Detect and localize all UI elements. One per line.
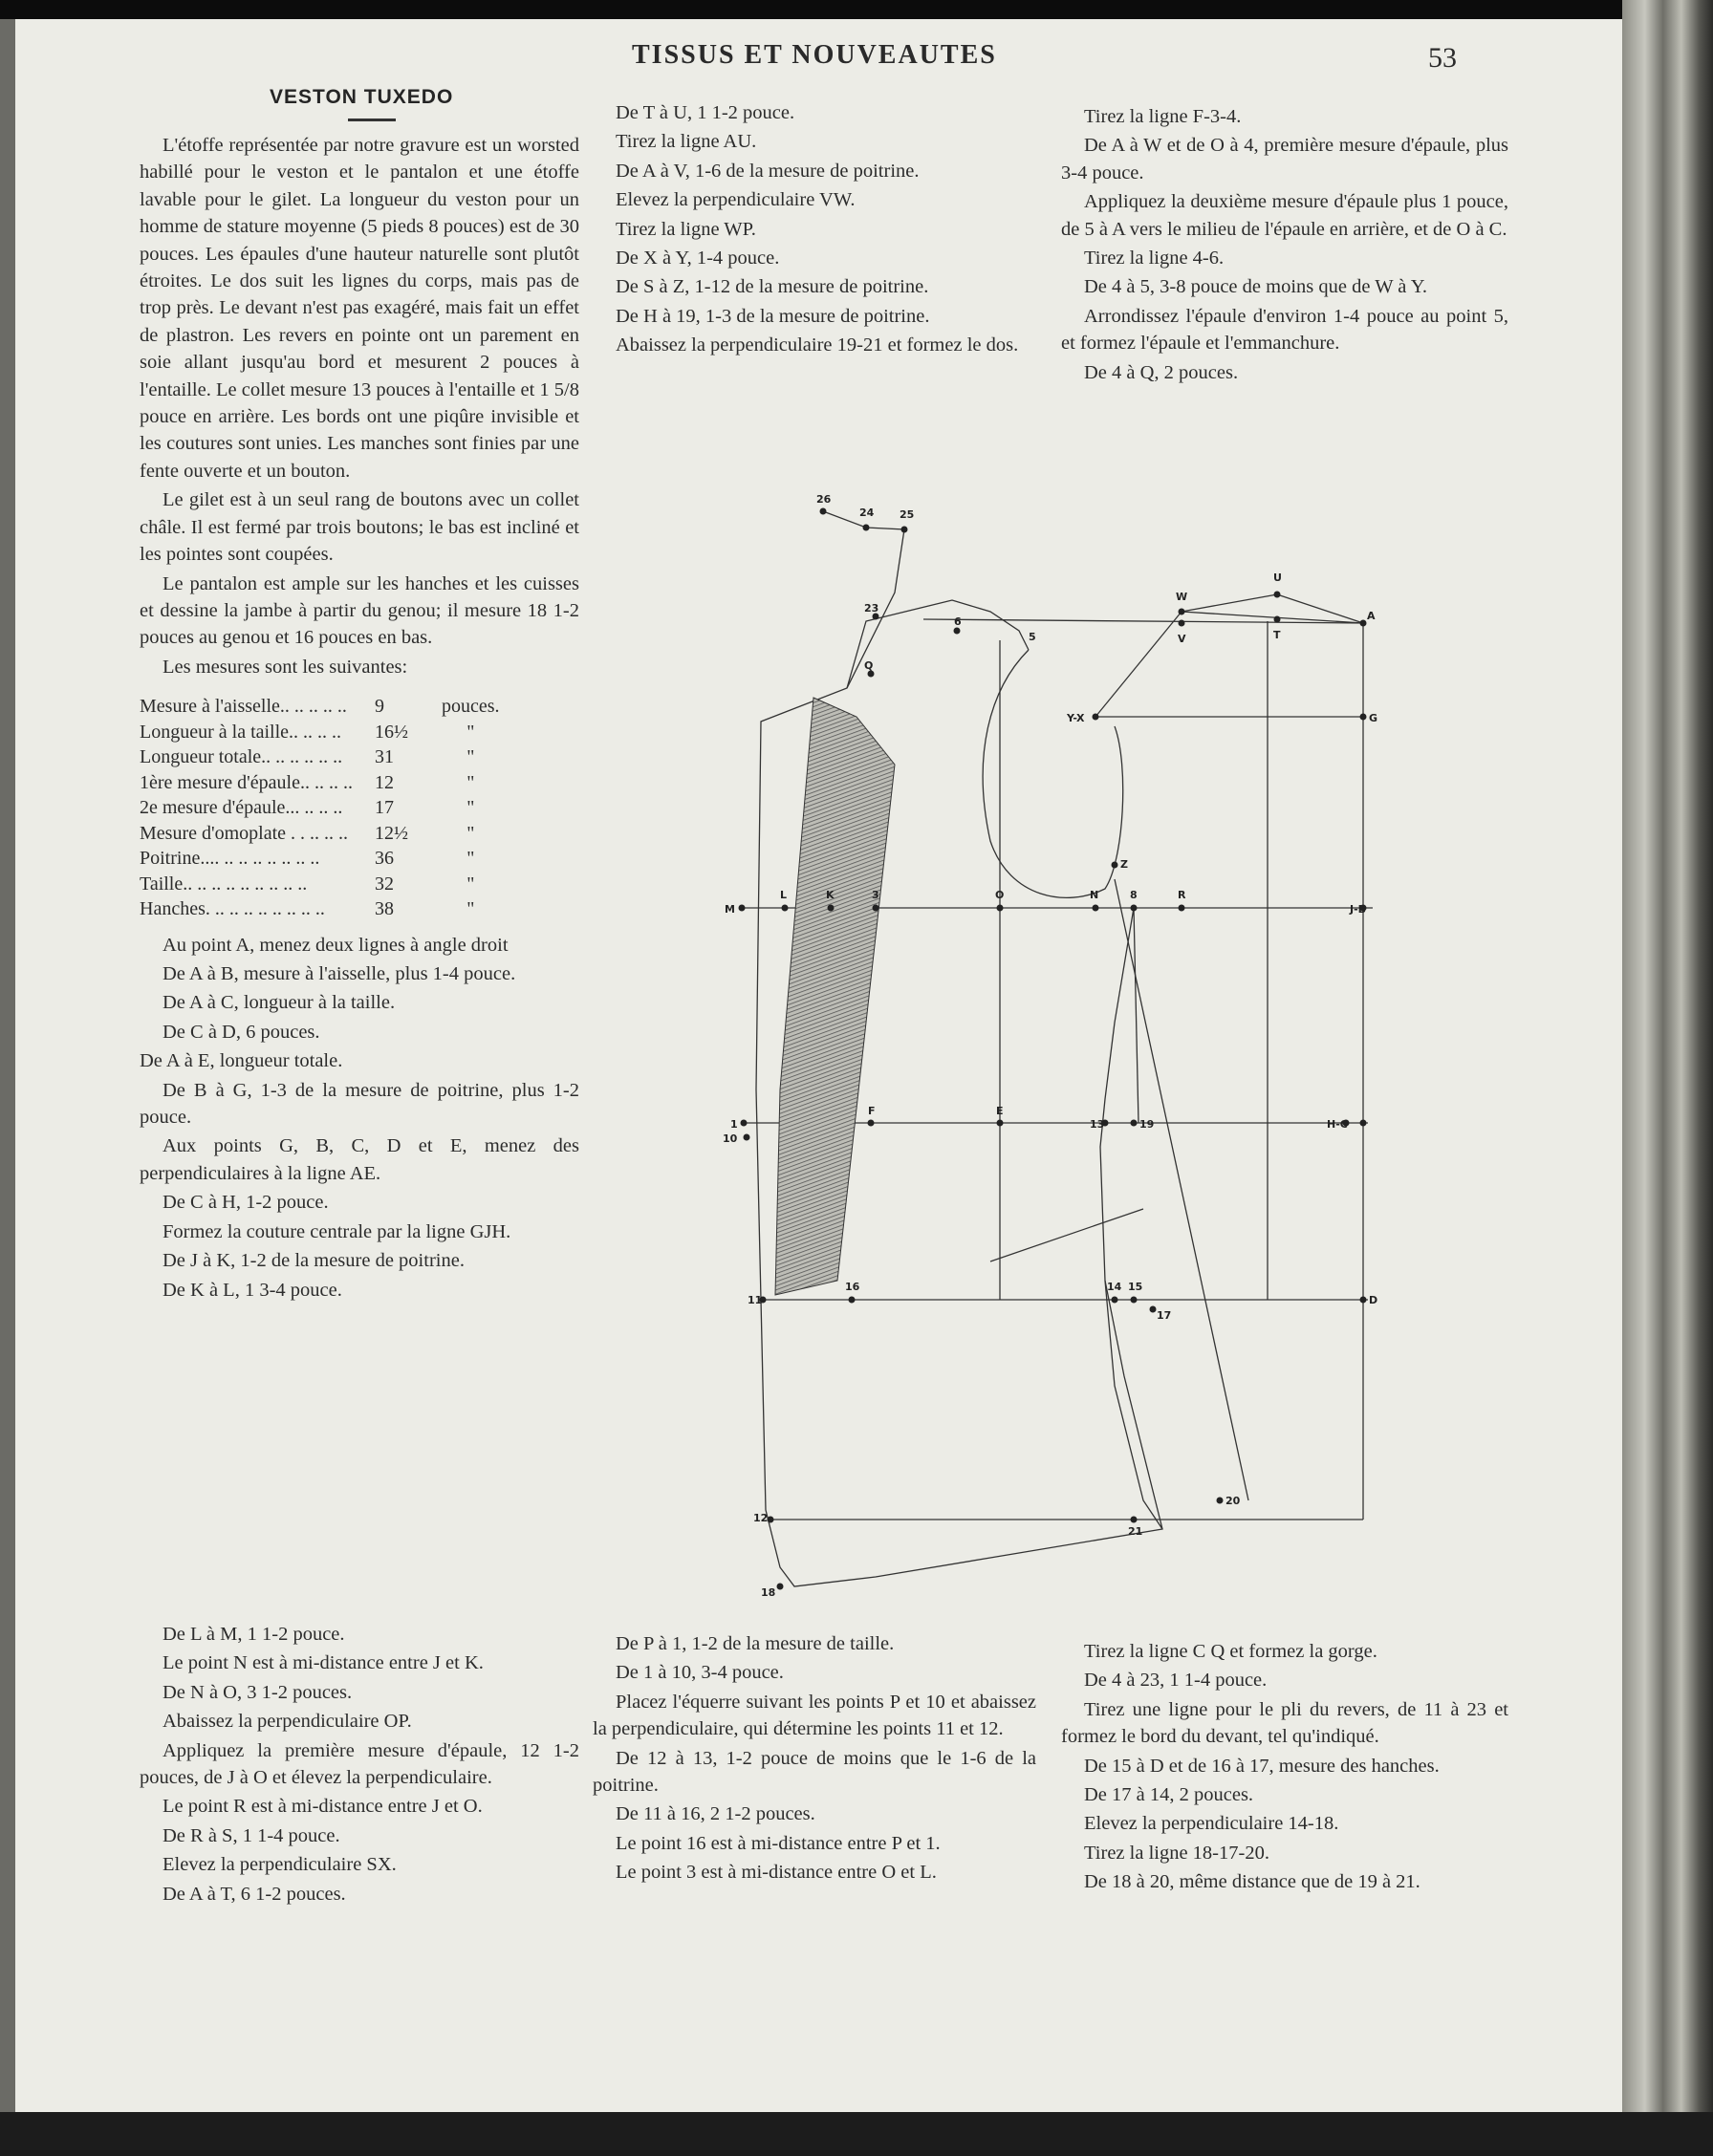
table-row [140, 896, 500, 922]
table-row [140, 846, 500, 872]
label-24: 24 [859, 507, 875, 519]
paragraph: Le gilet est à un seul rang de boutons avec un collet châle. Il est fermé par trois boutons; le bas est incliné et les pointes sont coupées. [140, 489, 579, 566]
paragraph: De 4 à 23, 1 1-4 pouce. [1084, 1670, 1268, 1692]
paragraph: De C à H, 1-2 pouce. [163, 1192, 329, 1214]
table-row [140, 720, 500, 745]
measure-unit: " [466, 848, 475, 870]
paragraph: Le point 16 est à mi-distance entre P et 1. [616, 1832, 941, 1854]
measure-label: Poitrine.... .. .. .. .. .. .. .. [140, 848, 320, 870]
label-n: N [1090, 889, 1099, 901]
measure-value: 31 [375, 746, 394, 768]
text-column-1 [140, 132, 579, 1305]
side-dart [1134, 908, 1138, 1123]
text-column-1-continued [140, 1621, 579, 1909]
paragraph: Abaissez la perpendiculaire 19-21 et formez le dos. [616, 334, 1019, 356]
paragraph: De H à 19, 1-3 de la mesure de poitrine. [616, 305, 930, 327]
measure-unit: " [466, 898, 475, 920]
paragraph: Au point A, menez deux lignes à angle droit [163, 934, 509, 956]
label-17: 17 [1157, 1309, 1172, 1322]
measure-label: Longueur totale.. .. .. .. .. .. [140, 746, 343, 768]
paragraph: De J à K, 1-2 de la mesure de poitrine. [163, 1250, 465, 1272]
measure-label: Longueur à la taille.. .. .. .. [140, 721, 342, 743]
label-3: 3 [872, 889, 879, 901]
scan-top-border [0, 0, 1713, 19]
text-column-3 [1061, 103, 1508, 388]
label-26: 26 [816, 493, 832, 506]
label-21: 21 [1128, 1525, 1143, 1538]
paragraph: Elevez la perpendiculaire 14-18. [1084, 1813, 1339, 1835]
label-g: G [1369, 712, 1378, 724]
paragraph: Elevez la perpendiculaire SX. [163, 1854, 397, 1876]
label-20: 20 [1225, 1495, 1241, 1507]
armhole [983, 650, 1123, 897]
paragraph: Tirez la ligne WP. [616, 218, 756, 240]
label-19: 19 [1139, 1118, 1155, 1131]
paragraph: Tirez une ligne pour le pli du revers, de 11 à 23 et formez le bord du devant, tel qu'indiqué. [1061, 1698, 1508, 1748]
label-23: 23 [864, 602, 879, 614]
table-row [140, 744, 500, 770]
paragraph: De A à V, 1-6 de la mesure de poitrine. [616, 160, 920, 182]
measure-unit: " [466, 873, 475, 895]
measure-unit: " [466, 771, 475, 793]
measure-value: 12 [375, 771, 394, 793]
paragraph: De C à D, 6 pouces. [163, 1021, 320, 1043]
measure-value: 36 [375, 848, 394, 870]
paragraph: Les mesures sont les suivantes: [163, 656, 408, 678]
text-column-4 [593, 1630, 1036, 1888]
paragraph: Appliquez la deuxième mesure d'épaule plus 1 pouce, de 5 à A vers le milieu de l'épaule en arrière, et de O à C. [1061, 191, 1508, 240]
paragraph: Abaissez la perpendiculaire OP. [163, 1711, 412, 1733]
label-13: 13 [1090, 1118, 1105, 1131]
paragraph: De B à G, 1-3 de la mesure de poitrine, plus 1-2 pouce. [140, 1079, 579, 1129]
paragraph: Arrondissez l'épaule d'environ 1-4 pouce au point 5, et formez l'épaule et l'emmanchure. [1061, 305, 1508, 355]
paragraph: Tirez la ligne C Q et formez la gorge. [1084, 1641, 1377, 1662]
page-edge-left [0, 0, 15, 2156]
text-column-2 [593, 99, 1036, 361]
running-title: TISSUS ET NOUVEAUTES [632, 40, 997, 70]
label-18: 18 [761, 1586, 776, 1599]
paragraph: De 4 à Q, 2 pouces. [1084, 361, 1239, 383]
article-title: VESTON TUXEDO [270, 86, 454, 108]
paragraph: De 17 à 14, 2 pouces. [1084, 1784, 1254, 1806]
paragraph: De S à Z, 1-12 de la mesure de poitrine. [616, 276, 929, 298]
paragraph: De 12 à 13, 1-2 pouce de moins que le 1-6 de la poitrine. [593, 1747, 1036, 1797]
label-8: 8 [1130, 889, 1138, 901]
lapel-facing [775, 698, 895, 1295]
paragraph: Appliquez la première mesure d'épaule, 12 1-2 pouces, de J à O et élevez la perpendiculaire. [140, 1739, 579, 1789]
paragraph: De A à W et de O à 4, première mesure d'épaule, plus 3-4 pouce. [1061, 135, 1508, 183]
book-page [15, 19, 1631, 2112]
measure-unit: " [466, 797, 475, 819]
paragraph: De A à B, mesure à l'aisselle, plus 1-4 pouce. [163, 963, 516, 985]
paragraph: De A à C, longueur à la taille. [163, 992, 396, 1014]
label-e: E [996, 1105, 1004, 1117]
label-v: V [1178, 633, 1186, 645]
measure-value: 12½ [375, 822, 408, 844]
label-w: W [1176, 591, 1188, 603]
paragraph: De K à L, 1 3-4 pouce. [163, 1279, 342, 1301]
paragraph: Elevez la perpendiculaire VW. [616, 189, 856, 211]
scan-bottom-border [0, 2112, 1713, 2156]
book-binding-edge [1622, 0, 1713, 2156]
measure-value: 38 [375, 898, 394, 920]
title-rule [348, 119, 396, 121]
label-10: 10 [723, 1132, 738, 1145]
label-16: 16 [845, 1281, 860, 1293]
paragraph: Formez la couture centrale par la ligne GJH. [163, 1220, 511, 1242]
pattern-diagram [704, 478, 1392, 1615]
label-jb: J-B [1350, 903, 1367, 916]
paragraph: De N à O, 3 1-2 pouces. [163, 1681, 353, 1703]
label-m: M [725, 903, 735, 916]
paragraph: Le point R est à mi-distance entre J et O. [163, 1796, 483, 1818]
pocket-line [990, 1209, 1143, 1261]
paragraph: De T à U, 1 1-2 pouce. [616, 102, 795, 123]
measurements-table [140, 694, 500, 922]
line-w-u [1182, 594, 1277, 612]
measure-value: 16½ [375, 721, 408, 743]
label-r: R [1178, 889, 1186, 901]
paragraph: De P à 1, 1-2 de la mesure de taille. [616, 1633, 895, 1654]
label-14: 14 [1107, 1281, 1122, 1293]
label-6: 6 [954, 615, 962, 628]
label-a: A [1367, 610, 1376, 622]
label-5: 5 [1029, 631, 1036, 643]
paragraph: De A à E, longueur totale. [140, 1050, 343, 1072]
measure-unit: " [466, 721, 475, 743]
paragraph: De X à Y, 1-4 pouce. [616, 248, 780, 270]
table-row [140, 795, 500, 821]
measure-unit: " [466, 822, 475, 844]
measure-label: Hanches. .. .. .. .. .. .. .. .. [140, 898, 325, 920]
label-q: Q [864, 659, 874, 672]
measure-label: Taille.. .. .. .. .. .. .. .. .. [140, 873, 308, 895]
pattern-drawing [704, 478, 1392, 1615]
measure-unit: pouces. [442, 696, 500, 718]
paragraph: De L à M, 1 1-2 pouce. [163, 1624, 345, 1645]
line-y-w [1095, 612, 1182, 717]
label-z: Z [1120, 858, 1128, 871]
measure-label: 2e mesure d'épaule... .. .. .. [140, 797, 343, 819]
label-f: F [868, 1105, 876, 1117]
label-k: K [826, 889, 835, 901]
paragraph: Le pantalon est ample sur les hanches et les cuisses et dessine la jambe à partir du genou; il mesure 18 1-2 pouces au genou et 16 pouces en bas. [140, 572, 579, 649]
paragraph: Tirez la ligne F-3-4. [1084, 106, 1242, 127]
paragraph: Tirez la ligne 18-17-20. [1084, 1842, 1269, 1864]
paragraph: Placez l'équerre suivant les points P et 10 et abaissez la perpendiculaire, qui détermine les points 11 et 12. [593, 1691, 1036, 1740]
paragraph: L'étoffe représentée par notre gravure est un worsted habillé pour le veston et le pantalon et une étoffe lavable pour le gilet. La longueur du veston pour un homme de stature moyenne (5 pieds 8 pouces) est de 30 pouces. Les épaules d'une hauteur naturelle sont plutôt étroites. Le dos suit les lignes du corps, mais pas de trop près. Le devant n'est pas exagéré, mais fait un effet de plastron. Les revers en pointe ont un parement en soie allant jusqu'au bord et mesurent 2 pouces à l'entaille. Le collet mesure 13 pouces à l'entaille et 1 5/8 pouce en arrière. Les bords ont une piqûre invisible et les coutures sont unies. Les manches sont finies par une fente ouverte et un bouton. [140, 135, 579, 482]
label-15: 15 [1128, 1281, 1143, 1293]
paragraph: De 18 à 20, même distance que de 19 à 21. [1084, 1871, 1420, 1893]
paragraph: Aux points G, B, C, D et E, menez des perpendiculaires à la ligne AE. [140, 1135, 579, 1184]
line-23-a [923, 619, 1363, 623]
measure-label: Mesure d'omoplate . . .. .. .. [140, 822, 349, 844]
label-1: 1 [730, 1118, 738, 1131]
paragraph: De 15 à D et de 16 à 17, mesure des hanches. [1084, 1755, 1440, 1777]
paragraph: De 11 à 16, 2 1-2 pouces. [616, 1803, 815, 1825]
text-column-5 [1061, 1638, 1508, 1898]
table-row [140, 770, 500, 796]
paragraph: De R à S, 1 1-4 pouce. [163, 1824, 340, 1846]
label-u: U [1273, 571, 1282, 584]
paragraph: De A à T, 6 1-2 pouces. [163, 1883, 346, 1905]
label-d: D [1369, 1294, 1378, 1306]
table-row [140, 694, 500, 720]
paragraph: Le point N est à mi-distance entre J et K. [163, 1652, 484, 1674]
label-t: T [1273, 629, 1281, 641]
paragraph: De 1 à 10, 3-4 pouce. [616, 1662, 784, 1684]
paragraph: De 4 à 5, 3-8 pouce de moins que de W à Y. [1084, 276, 1428, 298]
back-hem [1105, 1281, 1162, 1529]
paragraph: Tirez la ligne AU. [616, 131, 757, 153]
label-l: L [780, 889, 788, 901]
label-12: 12 [753, 1512, 769, 1524]
measure-value: 32 [375, 873, 394, 895]
paragraph: Tirez la ligne 4-6. [1084, 248, 1225, 270]
measure-value: 17 [375, 797, 394, 819]
paragraph: Le point 3 est à mi-distance entre O et L. [616, 1862, 937, 1884]
label-11: 11 [748, 1294, 763, 1306]
measure-unit: " [466, 746, 475, 768]
table-row [140, 821, 500, 847]
measure-label: 1ère mesure d'épaule.. .. .. .. [140, 771, 353, 793]
measure-label: Mesure à l'aisselle.. .. .. .. .. [140, 696, 347, 718]
label-o: O [995, 889, 1005, 901]
label-25: 25 [900, 508, 915, 521]
table-row [140, 872, 500, 897]
measure-value: 9 [375, 696, 384, 718]
label-hc: H-C [1327, 1118, 1348, 1131]
page-number: 53 [1428, 42, 1457, 74]
label-yx: Y-X [1067, 712, 1085, 724]
